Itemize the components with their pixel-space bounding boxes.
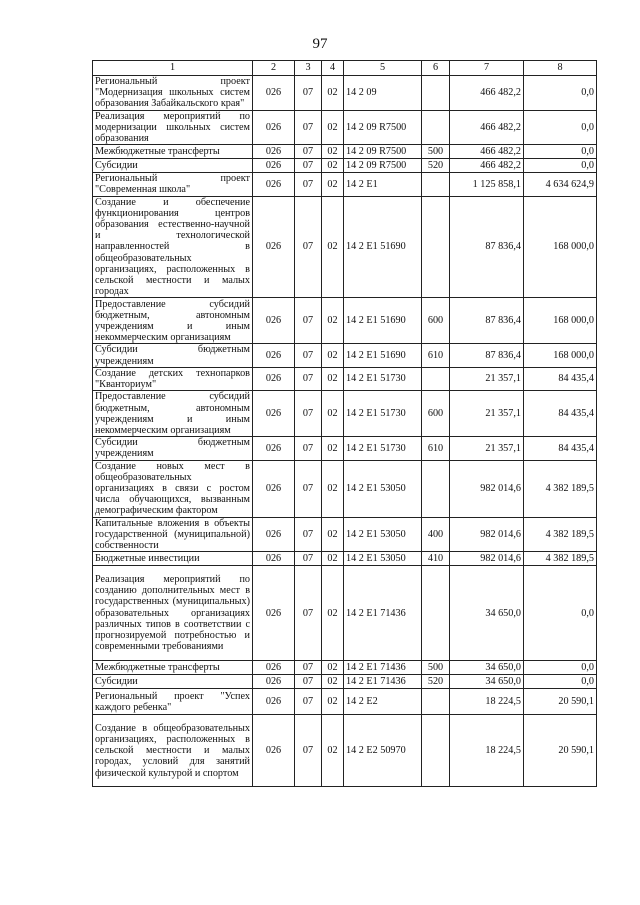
- row-subsection: 02: [322, 689, 344, 715]
- row-amount-2022: 21 357,1: [450, 391, 524, 437]
- row-admin-code: 026: [253, 675, 295, 689]
- table-row: [93, 552, 597, 566]
- row-name: Предоставление субсидий бюджетным, автономным учреждениям и иным некоммерческим организациям: [93, 391, 253, 437]
- table-row: [93, 517, 597, 552]
- row-subsection: 02: [322, 715, 344, 787]
- row-subsection: 02: [322, 437, 344, 460]
- row-target-code: 14 2 E1 51690: [344, 344, 422, 367]
- row-subsection: 02: [322, 298, 344, 344]
- column-header: 3: [295, 61, 322, 76]
- row-expense-type: 410: [422, 552, 450, 566]
- row-target-code: 14 2 E1 53050: [344, 517, 422, 552]
- row-amount-2023: 0,0: [524, 159, 597, 173]
- row-subsection: 02: [322, 145, 344, 159]
- row-name: Создание и обеспечение функционирования центров образования естественно-научной и технологической направленностей в общеобразовательных организациях, расположенных в сельской местности и малых городах: [93, 196, 253, 298]
- row-target-code: 14 2 E1 51730: [344, 391, 422, 437]
- row-amount-2023: 84 435,4: [524, 391, 597, 437]
- row-expense-type: 600: [422, 391, 450, 437]
- row-amount-2023: 168 000,0: [524, 196, 597, 298]
- row-amount-2023: 4 382 189,5: [524, 517, 597, 552]
- row-section: 07: [295, 145, 322, 159]
- row-amount-2022: 982 014,6: [450, 517, 524, 552]
- row-section: 07: [295, 689, 322, 715]
- row-subsection: 02: [322, 367, 344, 390]
- row-admin-code: 026: [253, 344, 295, 367]
- row-admin-code: 026: [253, 552, 295, 566]
- row-expense-type: [422, 566, 450, 661]
- row-amount-2023: 20 590,1: [524, 715, 597, 787]
- row-admin-code: 026: [253, 566, 295, 661]
- row-amount-2023: 20 590,1: [524, 689, 597, 715]
- column-header: 5: [344, 61, 422, 76]
- table-row: [93, 675, 597, 689]
- row-target-code: 14 2 09 R7500: [344, 159, 422, 173]
- row-name: Создание в общеобразовательных организациях, расположенных в сельской местности и малых городах, условий для занятий физической культурой и спортом: [93, 715, 253, 787]
- row-name: Реализация мероприятий по созданию дополнительных мест в государственных (муниципальных) образовательных организациях различных типов в соответствии с прогнозируемой потребностью и современными требованиями: [93, 566, 253, 661]
- row-name: Предоставление субсидий бюджетным, автономным учреждениям и иным некоммерческим организациям: [93, 298, 253, 344]
- row-amount-2023: 0,0: [524, 145, 597, 159]
- row-amount-2022: 982 014,6: [450, 460, 524, 517]
- row-amount-2022: 18 224,5: [450, 715, 524, 787]
- row-section: 07: [295, 76, 322, 111]
- row-expense-type: [422, 460, 450, 517]
- row-amount-2022: 466 482,2: [450, 76, 524, 111]
- row-section: 07: [295, 715, 322, 787]
- table-row: [93, 661, 597, 675]
- row-expense-type: 610: [422, 437, 450, 460]
- row-amount-2022: 21 357,1: [450, 367, 524, 390]
- row-name: Межбюджетные трансферты: [93, 661, 253, 675]
- row-target-code: 14 2 E2: [344, 689, 422, 715]
- row-amount-2023: 0,0: [524, 110, 597, 145]
- row-admin-code: 026: [253, 110, 295, 145]
- row-section: 07: [295, 110, 322, 145]
- row-subsection: 02: [322, 661, 344, 675]
- row-expense-type: 610: [422, 344, 450, 367]
- row-admin-code: 026: [253, 196, 295, 298]
- row-amount-2022: 34 650,0: [450, 675, 524, 689]
- row-amount-2023: 0,0: [524, 76, 597, 111]
- row-amount-2023: 4 382 189,5: [524, 552, 597, 566]
- row-subsection: 02: [322, 173, 344, 196]
- table-row: [93, 566, 597, 661]
- table-row: [93, 367, 597, 390]
- row-admin-code: 026: [253, 715, 295, 787]
- table-row: [93, 460, 597, 517]
- row-expense-type: [422, 76, 450, 111]
- row-admin-code: 026: [253, 145, 295, 159]
- row-amount-2023: 4 634 624,9: [524, 173, 597, 196]
- row-section: 07: [295, 566, 322, 661]
- row-name: Региональный проект "Модернизация школьных систем образования Забайкальского края": [93, 76, 253, 111]
- row-admin-code: 026: [253, 661, 295, 675]
- row-admin-code: 026: [253, 517, 295, 552]
- row-section: 07: [295, 367, 322, 390]
- row-expense-type: 500: [422, 661, 450, 675]
- row-name: Региональный проект "Современная школа": [93, 173, 253, 196]
- row-amount-2022: 34 650,0: [450, 661, 524, 675]
- table-row: [93, 391, 597, 437]
- row-amount-2022: 466 482,2: [450, 110, 524, 145]
- row-amount-2023: 4 382 189,5: [524, 460, 597, 517]
- row-name: Создание новых мест в общеобразовательных организациях в связи с ростом числа обучающихся, вызванным демографическим фактором: [93, 460, 253, 517]
- table-row: [93, 196, 597, 298]
- row-target-code: 14 2 E1 51730: [344, 437, 422, 460]
- row-section: 07: [295, 159, 322, 173]
- table-row: [93, 715, 597, 787]
- row-admin-code: 026: [253, 367, 295, 390]
- row-name: Субсидии бюджетным учреждениям: [93, 437, 253, 460]
- row-subsection: 02: [322, 110, 344, 145]
- row-expense-type: 520: [422, 675, 450, 689]
- row-section: 07: [295, 460, 322, 517]
- row-section: 07: [295, 196, 322, 298]
- row-subsection: 02: [322, 344, 344, 367]
- row-amount-2022: 466 482,2: [450, 145, 524, 159]
- table-row: [93, 437, 597, 460]
- row-target-code: 14 2 E1 71436: [344, 675, 422, 689]
- column-header: 8: [524, 61, 597, 76]
- row-section: 07: [295, 391, 322, 437]
- row-expense-type: [422, 110, 450, 145]
- row-amount-2023: 84 435,4: [524, 437, 597, 460]
- row-amount-2022: 87 836,4: [450, 298, 524, 344]
- row-section: 07: [295, 173, 322, 196]
- row-admin-code: 026: [253, 159, 295, 173]
- row-admin-code: 026: [253, 173, 295, 196]
- row-name: Бюджетные инвестиции: [93, 552, 253, 566]
- column-header: 4: [322, 61, 344, 76]
- table-row: [93, 110, 597, 145]
- table-row: [93, 159, 597, 173]
- table-row: [93, 145, 597, 159]
- row-target-code: 14 2 E1 71436: [344, 661, 422, 675]
- row-expense-type: [422, 367, 450, 390]
- row-subsection: 02: [322, 566, 344, 661]
- table-row: [93, 76, 597, 111]
- row-amount-2023: 0,0: [524, 661, 597, 675]
- row-subsection: 02: [322, 552, 344, 566]
- row-section: 07: [295, 298, 322, 344]
- row-amount-2022: 21 357,1: [450, 437, 524, 460]
- row-subsection: 02: [322, 76, 344, 111]
- row-admin-code: 026: [253, 437, 295, 460]
- row-admin-code: 026: [253, 76, 295, 111]
- row-amount-2023: 168 000,0: [524, 298, 597, 344]
- row-target-code: 14 2 E1 51730: [344, 367, 422, 390]
- row-amount-2023: 0,0: [524, 675, 597, 689]
- row-target-code: 14 2 09: [344, 76, 422, 111]
- budget-table: [92, 60, 597, 787]
- row-target-code: 14 2 09 R7500: [344, 145, 422, 159]
- row-section: 07: [295, 517, 322, 552]
- column-header: 6: [422, 61, 450, 76]
- header-row: [93, 61, 597, 76]
- row-amount-2022: 87 836,4: [450, 196, 524, 298]
- row-subsection: 02: [322, 391, 344, 437]
- row-amount-2022: 87 836,4: [450, 344, 524, 367]
- row-subsection: 02: [322, 460, 344, 517]
- table-row: [93, 689, 597, 715]
- row-amount-2023: 0,0: [524, 566, 597, 661]
- row-target-code: 14 2 E1 51690: [344, 196, 422, 298]
- row-amount-2022: 34 650,0: [450, 566, 524, 661]
- row-admin-code: 026: [253, 298, 295, 344]
- row-target-code: 14 2 E1 71436: [344, 566, 422, 661]
- row-section: 07: [295, 437, 322, 460]
- row-expense-type: [422, 196, 450, 298]
- row-section: 07: [295, 675, 322, 689]
- row-subsection: 02: [322, 517, 344, 552]
- row-target-code: 14 2 E1 53050: [344, 552, 422, 566]
- row-subsection: 02: [322, 196, 344, 298]
- page-number: 97: [312, 36, 328, 52]
- row-section: 07: [295, 344, 322, 367]
- row-amount-2022: 18 224,5: [450, 689, 524, 715]
- row-target-code: 14 2 09 R7500: [344, 110, 422, 145]
- row-section: 07: [295, 552, 322, 566]
- row-name: Межбюджетные трансферты: [93, 145, 253, 159]
- row-amount-2022: 982 014,6: [450, 552, 524, 566]
- table-row: [93, 298, 597, 344]
- row-expense-type: 600: [422, 298, 450, 344]
- table-row: [93, 344, 597, 367]
- row-subsection: 02: [322, 159, 344, 173]
- row-subsection: 02: [322, 675, 344, 689]
- row-name: Субсидии: [93, 159, 253, 173]
- row-name: Субсидии бюджетным учреждениям: [93, 344, 253, 367]
- row-expense-type: [422, 715, 450, 787]
- row-amount-2022: 466 482,2: [450, 159, 524, 173]
- row-admin-code: 026: [253, 460, 295, 517]
- column-header: 2: [253, 61, 295, 76]
- row-name: Региональный проект "Успех каждого ребенка": [93, 689, 253, 715]
- row-expense-type: 500: [422, 145, 450, 159]
- row-section: 07: [295, 661, 322, 675]
- row-target-code: 14 2 E2 50970: [344, 715, 422, 787]
- row-expense-type: 520: [422, 159, 450, 173]
- row-expense-type: [422, 173, 450, 196]
- column-header: 1: [93, 61, 253, 76]
- row-amount-2023: 84 435,4: [524, 367, 597, 390]
- row-expense-type: 400: [422, 517, 450, 552]
- row-name: Субсидии: [93, 675, 253, 689]
- table-row: [93, 173, 597, 196]
- row-admin-code: 026: [253, 689, 295, 715]
- row-target-code: 14 2 E1 51690: [344, 298, 422, 344]
- row-amount-2023: 168 000,0: [524, 344, 597, 367]
- row-amount-2022: 1 125 858,1: [450, 173, 524, 196]
- row-target-code: 14 2 E1 53050: [344, 460, 422, 517]
- row-target-code: 14 2 E1: [344, 173, 422, 196]
- row-name: Реализация мероприятий по модернизации школьных систем образования: [93, 110, 253, 145]
- row-name: Капитальные вложения в объекты государственной (муниципальной) собственности: [93, 517, 253, 552]
- row-name: Создание детских технопарков "Кванториум": [93, 367, 253, 390]
- row-expense-type: [422, 689, 450, 715]
- row-admin-code: 026: [253, 391, 295, 437]
- column-header: 7: [450, 61, 524, 76]
